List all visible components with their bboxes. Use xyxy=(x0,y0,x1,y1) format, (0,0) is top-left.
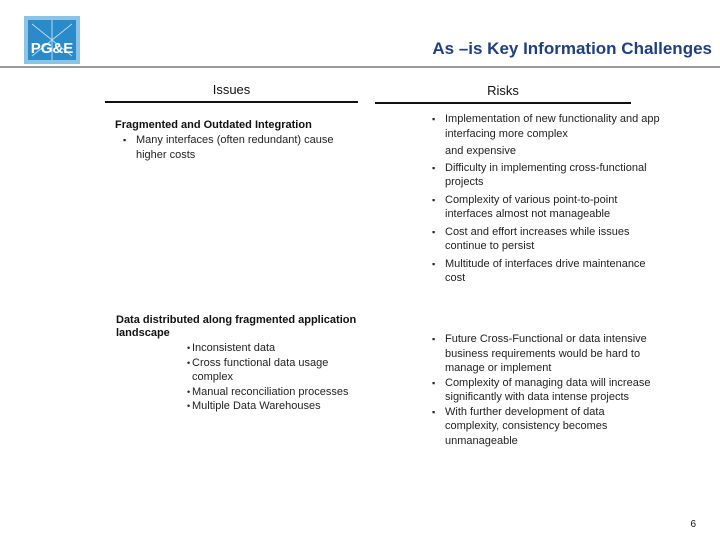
issues-heading: Issues xyxy=(212,82,251,97)
risks-2-list xyxy=(432,332,660,448)
issue-2 xyxy=(116,314,384,414)
risks-rule xyxy=(375,102,631,104)
title-divider xyxy=(0,66,720,68)
issue-2-title: Data distributed along fragmented application landscape xyxy=(116,314,357,339)
list-item: ▪ Many interfaces (often redundant) cause higher costs xyxy=(123,133,358,162)
risks-heading: Risks xyxy=(487,83,519,98)
risks-2 xyxy=(432,332,660,448)
issue-1-list xyxy=(123,133,358,162)
list-item: • Manual reconciliation processes xyxy=(187,385,367,400)
svg-text:PG&E: PG&E xyxy=(30,40,74,57)
list-item: ▪ With further development of data complexity, consistency becomes unmanageable xyxy=(432,405,660,449)
list-item: ▪ Complexity of managing data will increase significantly with data intense projects xyxy=(432,376,660,405)
issue-1 xyxy=(115,119,365,162)
pge-logo xyxy=(24,16,80,64)
list-item: • Cross functional data usage complex xyxy=(187,356,367,385)
list-item: ▪ Complexity of various point-to-point interfaces almost not manageable xyxy=(432,193,664,222)
list-item: ▪ Future Cross-Functional or data intensive business requirements would be hard to manage or implement xyxy=(432,332,660,376)
risks-1-list xyxy=(432,112,664,286)
list-item: • Inconsistent data xyxy=(187,341,367,356)
slide-title: As –is Key Information Challenges xyxy=(432,39,712,58)
issue-1-title: Fragmented and Outdated Integration xyxy=(115,119,312,131)
list-item: ▪ Cost and effort increases while issues continue to persist xyxy=(432,225,664,254)
list-item: ▪ Difficulty in implementing cross-functional projects xyxy=(432,161,664,190)
risks-1 xyxy=(432,112,664,286)
list-item: • Multiple Data Warehouses xyxy=(187,399,367,414)
issues-rule xyxy=(105,101,358,103)
list-item: ▪ Multitude of interfaces drive maintenance cost xyxy=(432,257,664,286)
page-number: 6 xyxy=(690,519,696,530)
list-item: ▪ Implementation of new functionality and app interfacing more complex and expensive xyxy=(432,112,664,159)
issue-2-list xyxy=(187,341,367,414)
